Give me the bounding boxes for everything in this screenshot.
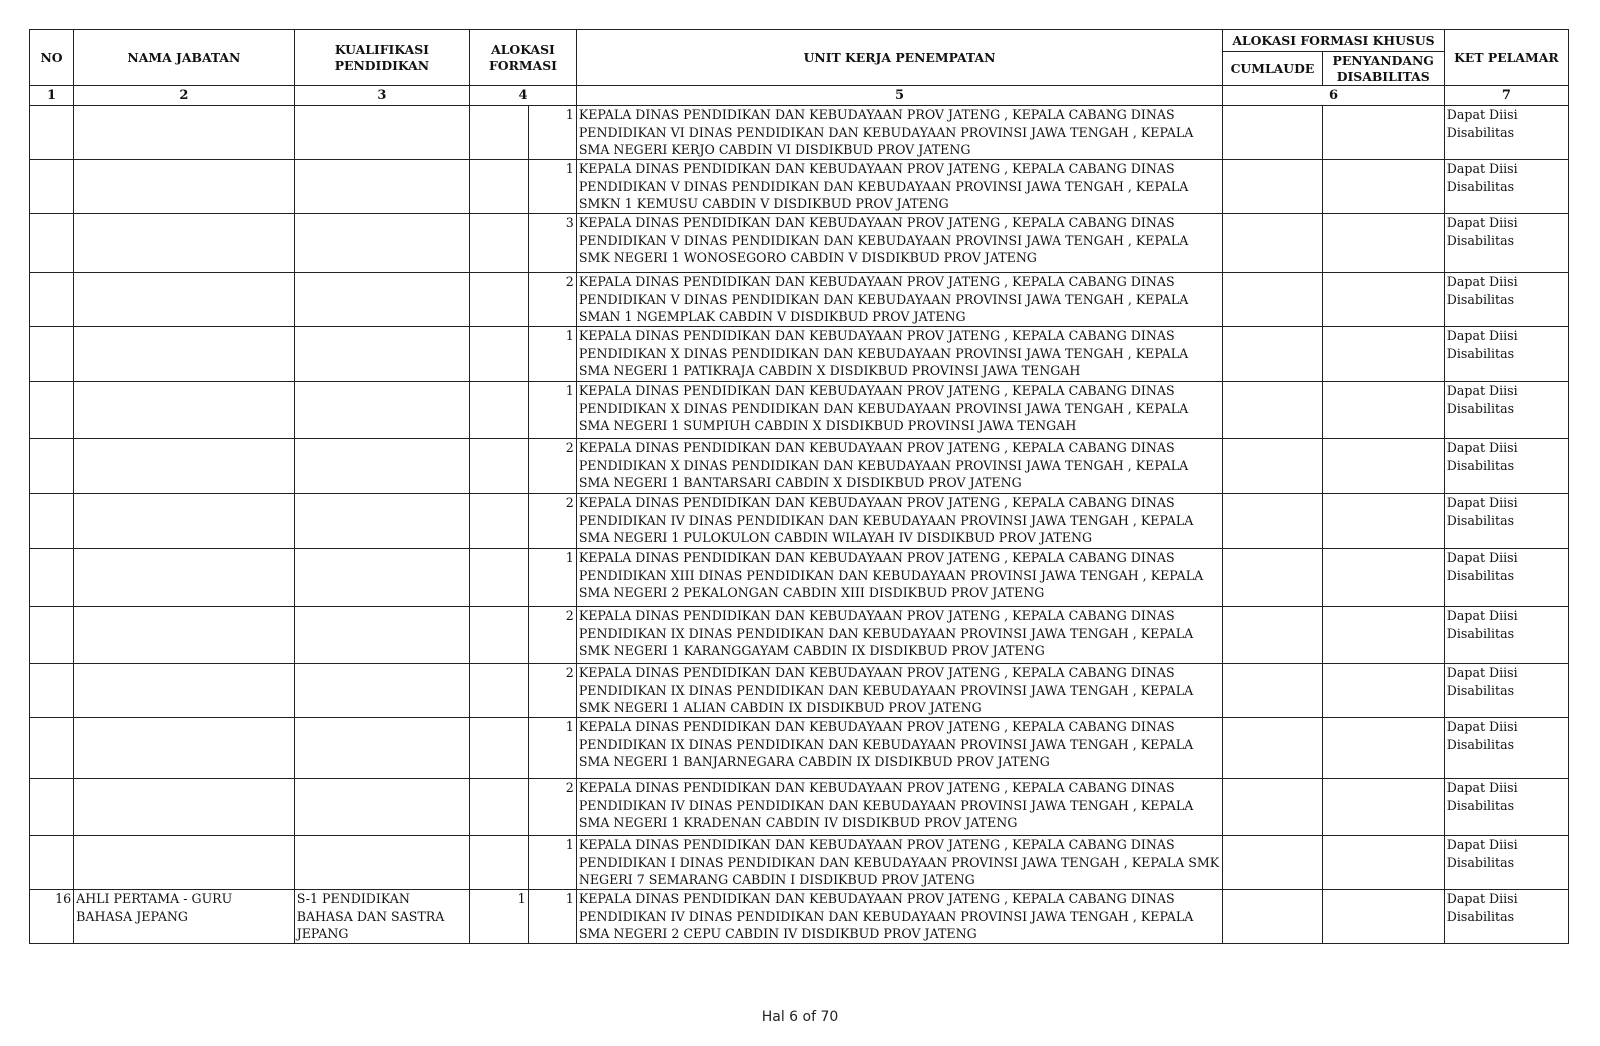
row-cumlaude xyxy=(1223,382,1323,439)
row-cumlaude xyxy=(1223,718,1323,779)
row-nama-jabatan xyxy=(74,718,295,779)
table-row xyxy=(30,890,1569,944)
row-no xyxy=(30,607,74,664)
row-nama-jabatan xyxy=(74,273,295,327)
row-unit-kerja: KEPALA DINAS PENDIDIKAN DAN KEBUDAYAAN PROV JATENG , KEPALA CABANG DINAS PENDIDIKAN IV DINAS PENDIDIKAN DAN KEBUDAYAAN PROVINSI JAWA TENGAH , KEPALA SMA NEGERI 1 KRADENAN CABDIN IV DISDIKBUD PROV JATENG xyxy=(576,779,1222,836)
row-no xyxy=(30,664,74,718)
row-jumlah: 2 xyxy=(528,664,576,718)
row-jumlah: 1 xyxy=(528,718,576,779)
row-nama-jabatan xyxy=(74,836,295,890)
row-disabilitas xyxy=(1322,779,1444,836)
row-nama-jabatan xyxy=(74,160,295,214)
row-no xyxy=(30,718,74,779)
row-jumlah: 1 xyxy=(528,836,576,890)
table-row xyxy=(30,836,1569,890)
header-ket-pelamar: KET PELAMAR xyxy=(1444,30,1568,86)
row-ket: Dapat Diisi Disabilitas xyxy=(1444,273,1568,327)
row-cumlaude xyxy=(1223,664,1323,718)
row-alokasi: 1 xyxy=(470,890,528,944)
table-row xyxy=(30,106,1569,160)
row-jumlah: 2 xyxy=(528,607,576,664)
row-unit-kerja: KEPALA DINAS PENDIDIKAN DAN KEBUDAYAAN PROV JATENG , KEPALA CABANG DINAS PENDIDIKAN I DINAS PENDIDIKAN DAN KEBUDAYAAN PROVINSI JAWA TENGAH , KEPALA SMK NEGERI 7 SEMARANG CABDIN I DISDIKBUD PROV JATENG xyxy=(576,836,1222,890)
row-no xyxy=(30,273,74,327)
row-disabilitas xyxy=(1322,607,1444,664)
row-ket: Dapat Diisi Disabilitas xyxy=(1444,439,1568,494)
row-disabilitas xyxy=(1322,890,1444,944)
row-jumlah: 1 xyxy=(528,160,576,214)
table-row xyxy=(30,382,1569,439)
colnum-1: 1 xyxy=(30,86,74,106)
row-cumlaude xyxy=(1223,494,1323,549)
row-disabilitas xyxy=(1322,664,1444,718)
table-row xyxy=(30,607,1569,664)
colnum-6: 6 xyxy=(1223,86,1445,106)
row-jumlah: 1 xyxy=(528,327,576,382)
row-ket: Dapat Diisi Disabilitas xyxy=(1444,779,1568,836)
row-disabilitas xyxy=(1322,273,1444,327)
column-number-row xyxy=(30,86,1569,106)
row-no xyxy=(30,160,74,214)
row-disabilitas xyxy=(1322,494,1444,549)
row-no xyxy=(30,106,74,160)
row-cumlaude xyxy=(1223,890,1323,944)
table-row xyxy=(30,718,1569,779)
row-no xyxy=(30,836,74,890)
row-ket: Dapat Diisi Disabilitas xyxy=(1444,494,1568,549)
row-unit-kerja: KEPALA DINAS PENDIDIKAN DAN KEBUDAYAAN PROV JATENG , KEPALA CABANG DINAS PENDIDIKAN VI DINAS PENDIDIKAN DAN KEBUDAYAAN PROVINSI JAWA TENGAH , KEPALA SMA NEGERI KERJO CABDIN VI DISDIKBUD PROV JATENG xyxy=(576,106,1222,160)
table-row xyxy=(30,160,1569,214)
row-ket: Dapat Diisi Disabilitas xyxy=(1444,607,1568,664)
header-cumlaude: CUMLAUDE xyxy=(1223,52,1323,86)
row-kualifikasi: S-1 PENDIDIKAN BAHASA DAN SASTRA JEPANG xyxy=(294,890,469,944)
row-alokasi xyxy=(470,549,528,607)
header-kualifikasi: KUALIFIKASI PENDIDIKAN xyxy=(294,30,469,86)
row-kualifikasi xyxy=(294,382,469,439)
row-nama-jabatan: AHLI PERTAMA - GURU BAHASA JEPANG xyxy=(74,890,295,944)
row-alokasi xyxy=(470,836,528,890)
row-alokasi xyxy=(470,160,528,214)
row-disabilitas xyxy=(1322,327,1444,382)
row-ket: Dapat Diisi Disabilitas xyxy=(1444,718,1568,779)
row-alokasi xyxy=(470,607,528,664)
row-unit-kerja: KEPALA DINAS PENDIDIKAN DAN KEBUDAYAAN PROV JATENG , KEPALA CABANG DINAS PENDIDIKAN IV DINAS PENDIDIKAN DAN KEBUDAYAAN PROVINSI JAWA TENGAH , KEPALA SMA NEGERI 2 CEPU CABDIN IV DISDIKBUD PROV JATENG xyxy=(576,890,1222,944)
row-cumlaude xyxy=(1223,106,1323,160)
table-header xyxy=(30,30,1569,106)
row-disabilitas xyxy=(1322,106,1444,160)
row-kualifikasi xyxy=(294,494,469,549)
row-ket: Dapat Diisi Disabilitas xyxy=(1444,160,1568,214)
row-alokasi xyxy=(470,106,528,160)
row-nama-jabatan xyxy=(74,106,295,160)
row-ket: Dapat Diisi Disabilitas xyxy=(1444,214,1568,273)
table-row xyxy=(30,494,1569,549)
row-no xyxy=(30,327,74,382)
row-kualifikasi xyxy=(294,160,469,214)
row-ket: Dapat Diisi Disabilitas xyxy=(1444,382,1568,439)
row-alokasi xyxy=(470,214,528,273)
row-alokasi xyxy=(470,664,528,718)
row-cumlaude xyxy=(1223,607,1323,664)
row-kualifikasi xyxy=(294,779,469,836)
row-unit-kerja: KEPALA DINAS PENDIDIKAN DAN KEBUDAYAAN PROV JATENG , KEPALA CABANG DINAS PENDIDIKAN IV DINAS PENDIDIKAN DAN KEBUDAYAAN PROVINSI JAWA TENGAH , KEPALA SMA NEGERI 1 PULOKULON CABDIN WILAYAH IV DISDIKBUD PROV JATENG xyxy=(576,494,1222,549)
row-kualifikasi xyxy=(294,718,469,779)
colnum-3: 3 xyxy=(294,86,469,106)
row-alokasi xyxy=(470,494,528,549)
row-alokasi xyxy=(470,273,528,327)
colnum-4: 4 xyxy=(470,86,577,106)
row-unit-kerja: KEPALA DINAS PENDIDIKAN DAN KEBUDAYAAN PROV JATENG , KEPALA CABANG DINAS PENDIDIKAN IX DINAS PENDIDIKAN DAN KEBUDAYAAN PROVINSI JAWA TENGAH , KEPALA SMK NEGERI 1 KARANGGAYAM CABDIN IX DISDIKBUD PROV JATENG xyxy=(576,607,1222,664)
header-alokasi-formasi: ALOKASI FORMASI xyxy=(470,30,577,86)
table-row xyxy=(30,273,1569,327)
row-kualifikasi xyxy=(294,214,469,273)
row-unit-kerja: KEPALA DINAS PENDIDIKAN DAN KEBUDAYAAN PROV JATENG , KEPALA CABANG DINAS PENDIDIKAN X DINAS PENDIDIKAN DAN KEBUDAYAAN PROVINSI JAWA TENGAH , KEPALA SMA NEGERI 1 BANTARSARI CABDIN X DISDIKBUD PROV JATENG xyxy=(576,439,1222,494)
row-ket: Dapat Diisi Disabilitas xyxy=(1444,890,1568,944)
row-disabilitas xyxy=(1322,549,1444,607)
header-alokasi-khusus: ALOKASI FORMASI KHUSUS xyxy=(1223,30,1445,52)
row-jumlah: 2 xyxy=(528,439,576,494)
row-cumlaude xyxy=(1223,779,1323,836)
row-ket: Dapat Diisi Disabilitas xyxy=(1444,549,1568,607)
row-unit-kerja: KEPALA DINAS PENDIDIKAN DAN KEBUDAYAAN PROV JATENG , KEPALA CABANG DINAS PENDIDIKAN IX DINAS PENDIDIKAN DAN KEBUDAYAAN PROVINSI JAWA TENGAH , KEPALA SMA NEGERI 1 BANJARNEGARA CABDIN IX DISDIKBUD PROV JATENG xyxy=(576,718,1222,779)
row-nama-jabatan xyxy=(74,549,295,607)
row-cumlaude xyxy=(1223,327,1323,382)
row-kualifikasi xyxy=(294,664,469,718)
row-unit-kerja: KEPALA DINAS PENDIDIKAN DAN KEBUDAYAAN PROV JATENG , KEPALA CABANG DINAS PENDIDIKAN X DINAS PENDIDIKAN DAN KEBUDAYAAN PROVINSI JAWA TENGAH , KEPALA SMA NEGERI 1 PATIKRAJA CABDIN X DISDIKBUD PROVINSI JAWA TENGAH xyxy=(576,327,1222,382)
row-cumlaude xyxy=(1223,439,1323,494)
row-no xyxy=(30,494,74,549)
row-ket: Dapat Diisi Disabilitas xyxy=(1444,106,1568,160)
header-disabilitas: PENYANDANG DISABILITAS xyxy=(1322,52,1444,86)
row-no xyxy=(30,382,74,439)
colnum-7: 7 xyxy=(1444,86,1568,106)
row-unit-kerja: KEPALA DINAS PENDIDIKAN DAN KEBUDAYAAN PROV JATENG , KEPALA CABANG DINAS PENDIDIKAN IX DINAS PENDIDIKAN DAN KEBUDAYAAN PROVINSI JAWA TENGAH , KEPALA SMK NEGERI 1 ALIAN CABDIN IX DISDIKBUD PROV JATENG xyxy=(576,664,1222,718)
row-kualifikasi xyxy=(294,106,469,160)
row-alokasi xyxy=(470,439,528,494)
row-kualifikasi xyxy=(294,549,469,607)
row-nama-jabatan xyxy=(74,607,295,664)
row-no xyxy=(30,779,74,836)
row-jumlah: 2 xyxy=(528,273,576,327)
table-body xyxy=(30,106,1569,944)
row-nama-jabatan xyxy=(74,382,295,439)
row-kualifikasi xyxy=(294,327,469,382)
row-kualifikasi xyxy=(294,607,469,664)
row-jumlah: 1 xyxy=(528,549,576,607)
formasi-table xyxy=(29,29,1569,944)
page-number: Hal 6 of 70 xyxy=(761,1009,839,1025)
row-disabilitas xyxy=(1322,214,1444,273)
row-unit-kerja: KEPALA DINAS PENDIDIKAN DAN KEBUDAYAAN PROV JATENG , KEPALA CABANG DINAS PENDIDIKAN V DINAS PENDIDIKAN DAN KEBUDAYAAN PROVINSI JAWA TENGAH , KEPALA SMAN 1 NGEMPLAK CABDIN V DISDIKBUD PROV JATENG xyxy=(576,273,1222,327)
row-disabilitas xyxy=(1322,718,1444,779)
row-no xyxy=(30,439,74,494)
row-cumlaude xyxy=(1223,549,1323,607)
row-no xyxy=(30,549,74,607)
table-row xyxy=(30,664,1569,718)
row-unit-kerja: KEPALA DINAS PENDIDIKAN DAN KEBUDAYAAN PROV JATENG , KEPALA CABANG DINAS PENDIDIKAN X DINAS PENDIDIKAN DAN KEBUDAYAAN PROVINSI JAWA TENGAH , KEPALA SMA NEGERI 1 SUMPIUH CABDIN X DISDIKBUD PROVINSI JAWA TENGAH xyxy=(576,382,1222,439)
row-ket: Dapat Diisi Disabilitas xyxy=(1444,327,1568,382)
row-disabilitas xyxy=(1322,439,1444,494)
row-jumlah: 1 xyxy=(528,890,576,944)
row-alokasi xyxy=(470,327,528,382)
row-disabilitas xyxy=(1322,160,1444,214)
row-nama-jabatan xyxy=(74,779,295,836)
table-row xyxy=(30,439,1569,494)
row-alokasi xyxy=(470,718,528,779)
row-unit-kerja: KEPALA DINAS PENDIDIKAN DAN KEBUDAYAAN PROV JATENG , KEPALA CABANG DINAS PENDIDIKAN XIII DINAS PENDIDIKAN DAN KEBUDAYAAN PROVINSI JAWA TENGAH , KEPALA SMA NEGERI 2 PEKALONGAN CABDIN XIII DISDIKBUD PROV JATENG xyxy=(576,549,1222,607)
row-kualifikasi xyxy=(294,439,469,494)
row-nama-jabatan xyxy=(74,327,295,382)
row-nama-jabatan xyxy=(74,494,295,549)
row-disabilitas xyxy=(1322,836,1444,890)
row-cumlaude xyxy=(1223,273,1323,327)
row-kualifikasi xyxy=(294,273,469,327)
table-row xyxy=(30,779,1569,836)
row-cumlaude xyxy=(1223,214,1323,273)
row-nama-jabatan xyxy=(74,439,295,494)
table-row xyxy=(30,549,1569,607)
row-jumlah: 1 xyxy=(528,382,576,439)
row-alokasi xyxy=(470,382,528,439)
row-no xyxy=(30,214,74,273)
row-cumlaude xyxy=(1223,836,1323,890)
table-row xyxy=(30,327,1569,382)
colnum-5: 5 xyxy=(576,86,1222,106)
row-alokasi xyxy=(470,779,528,836)
row-jumlah: 3 xyxy=(528,214,576,273)
header-nama-jabatan: NAMA JABATAN xyxy=(74,30,295,86)
row-cumlaude xyxy=(1223,160,1323,214)
row-kualifikasi xyxy=(294,836,469,890)
row-jumlah: 2 xyxy=(528,779,576,836)
row-jumlah: 1 xyxy=(528,106,576,160)
row-nama-jabatan xyxy=(74,214,295,273)
header-no: NO xyxy=(30,30,74,86)
row-disabilitas xyxy=(1322,382,1444,439)
row-ket: Dapat Diisi Disabilitas xyxy=(1444,664,1568,718)
row-unit-kerja: KEPALA DINAS PENDIDIKAN DAN KEBUDAYAAN PROV JATENG , KEPALA CABANG DINAS PENDIDIKAN V DINAS PENDIDIKAN DAN KEBUDAYAAN PROVINSI JAWA TENGAH , KEPALA SMKN 1 KEMUSU CABDIN V DISDIKBUD PROV JATENG xyxy=(576,160,1222,214)
header-unit-kerja: UNIT KERJA PENEMPATAN xyxy=(576,30,1222,86)
colnum-2: 2 xyxy=(74,86,295,106)
row-jumlah: 2 xyxy=(528,494,576,549)
table-row xyxy=(30,214,1569,273)
row-nama-jabatan xyxy=(74,664,295,718)
row-ket: Dapat Diisi Disabilitas xyxy=(1444,836,1568,890)
row-unit-kerja: KEPALA DINAS PENDIDIKAN DAN KEBUDAYAAN PROV JATENG , KEPALA CABANG DINAS PENDIDIKAN V DINAS PENDIDIKAN DAN KEBUDAYAAN PROVINSI JAWA TENGAH , KEPALA SMK NEGERI 1 WONOSEGORO CABDIN V DISDIKBUD PROV JATENG xyxy=(576,214,1222,273)
row-no: 16 xyxy=(30,890,74,944)
